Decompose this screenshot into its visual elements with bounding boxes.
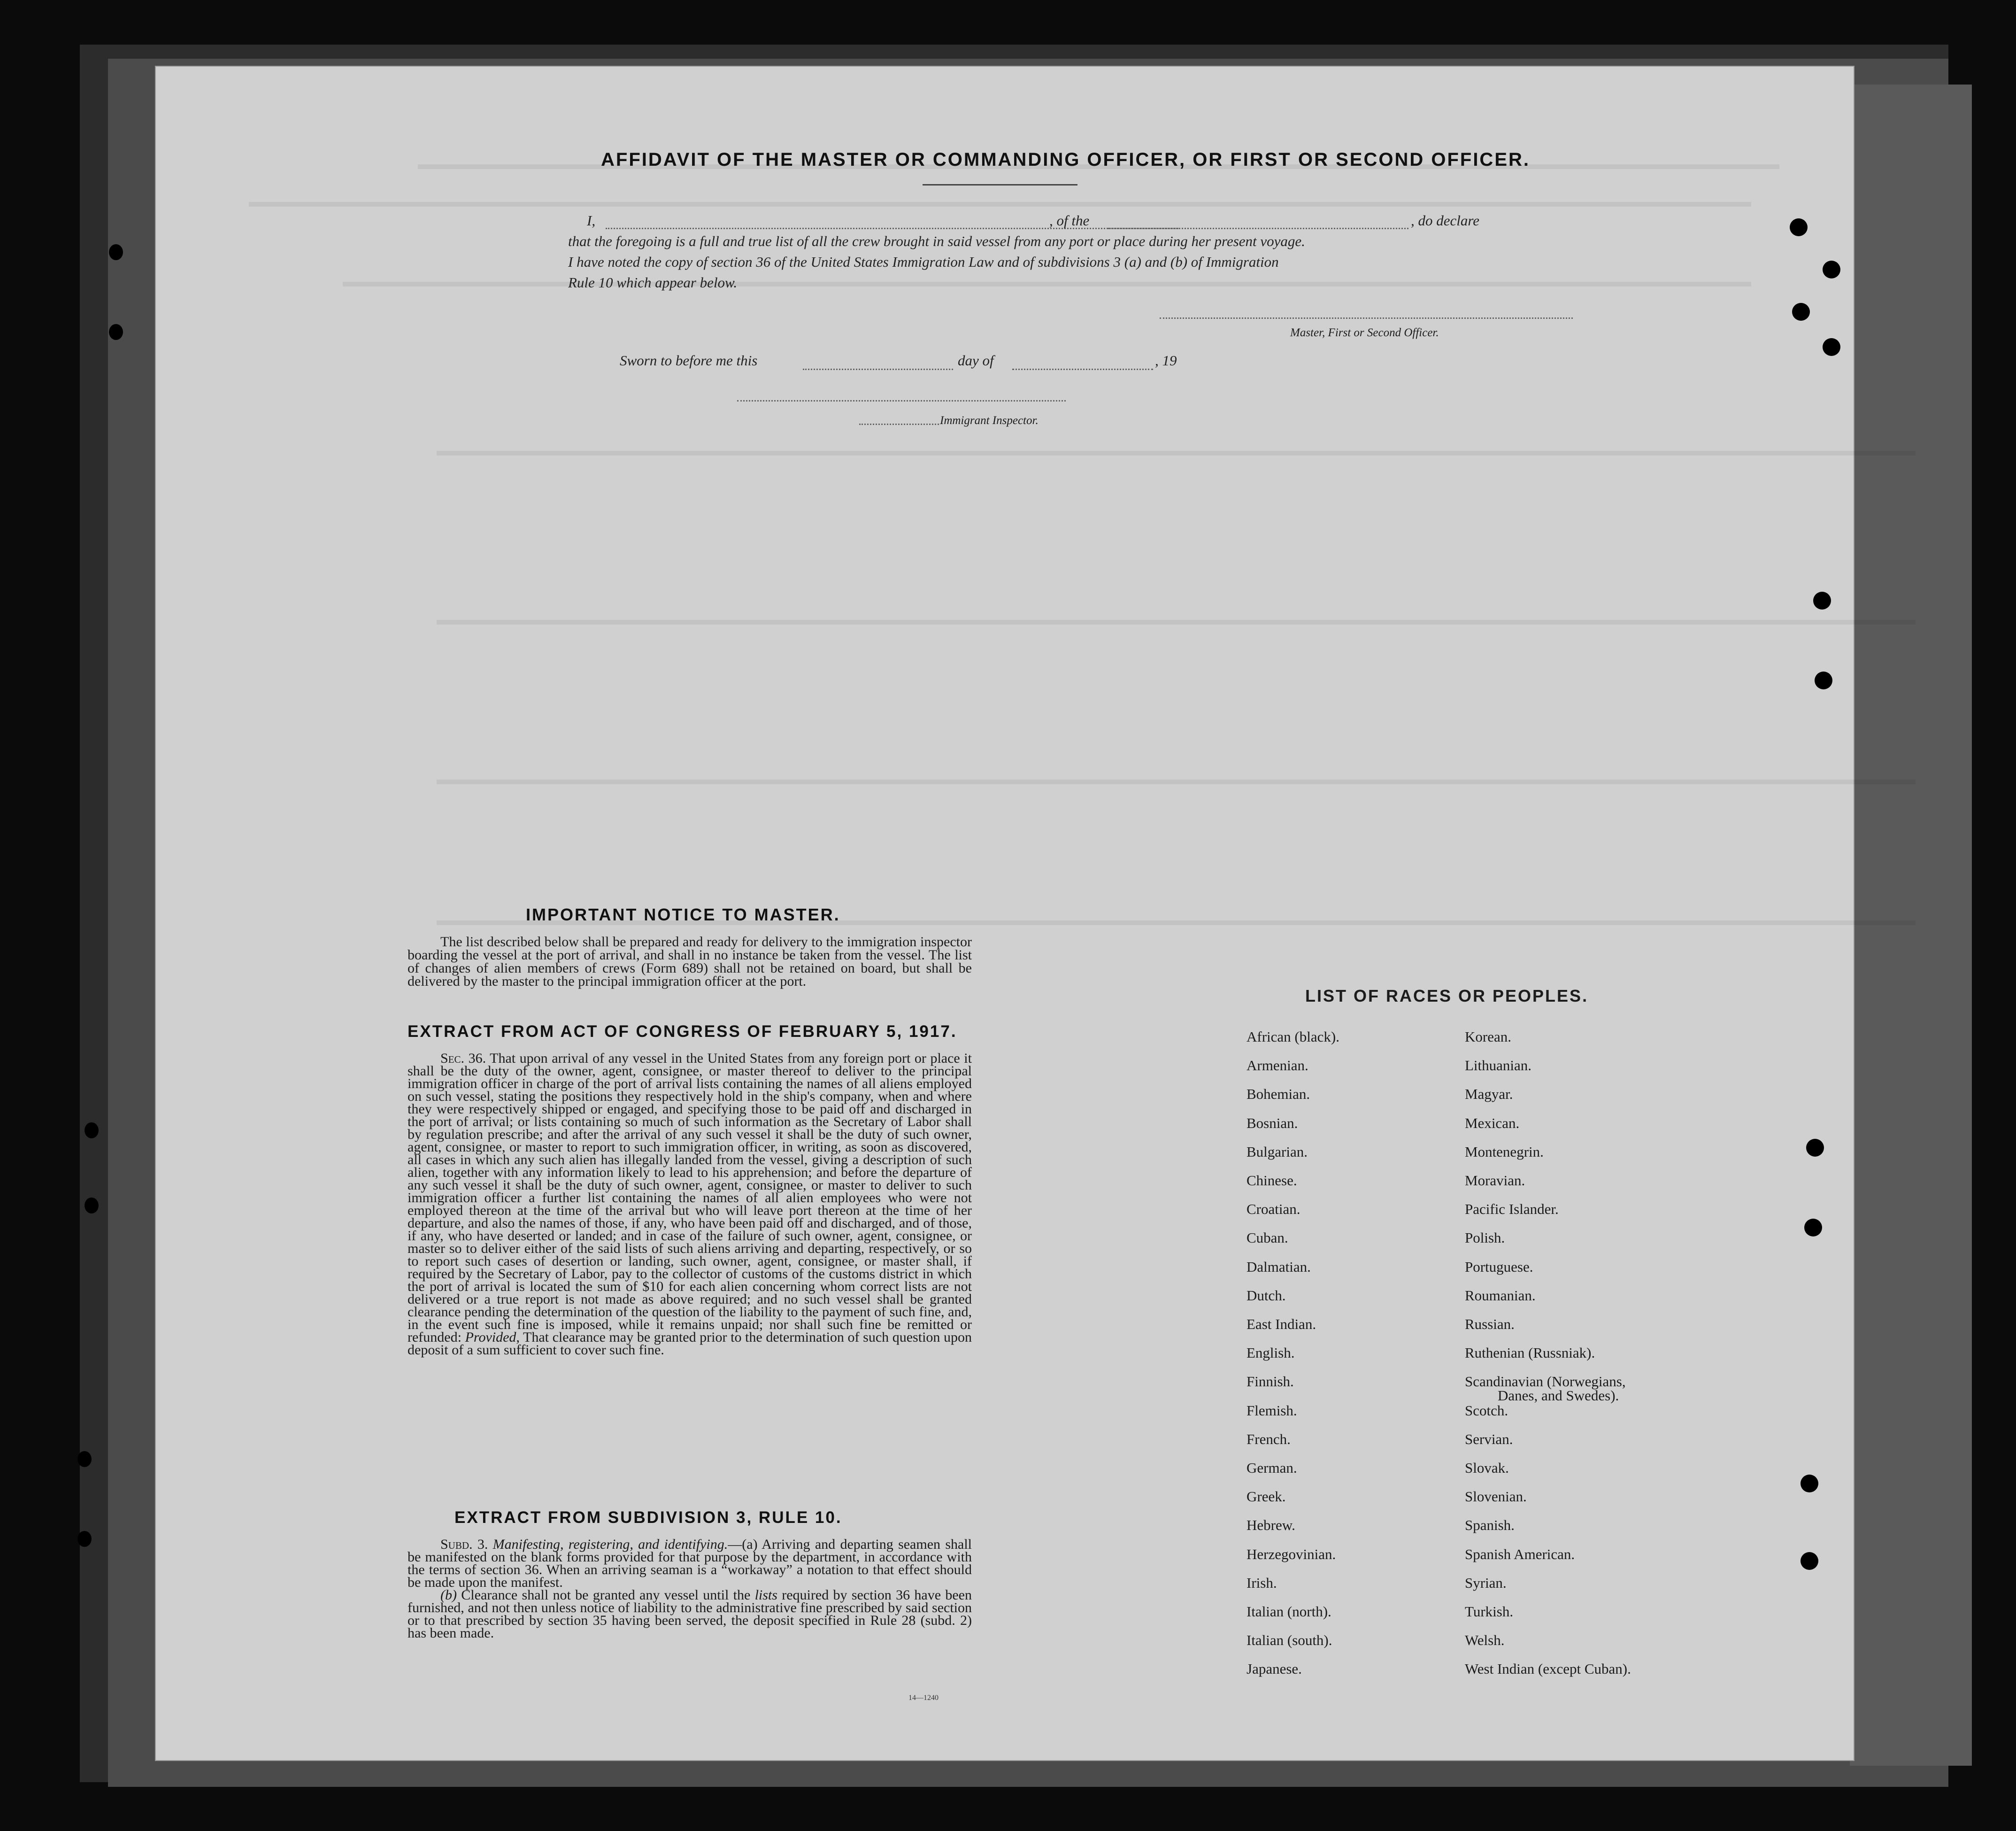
- race-item: Bohemian.: [1247, 1086, 1310, 1103]
- sworn-prefix: Sworn to before me this: [620, 352, 758, 369]
- notice-text: The list described below shall be prepared and ready for delivery to the immigration inspector boarding the vessel at the port of arrival, and shall in no instance be taken from the vessel. The list of changes of alien members of crews (Form 689) shall not be retained on board, but shall be delivered by the master to the principal immigration officer at the port.: [408, 934, 972, 989]
- race-item: Cuban.: [1247, 1229, 1288, 1246]
- subd-label: Subd. 3.: [440, 1537, 488, 1552]
- subd-b-pre: Clearance shall not be granted any vessel until the: [461, 1587, 751, 1603]
- race-item: Magyar.: [1465, 1086, 1513, 1103]
- race-item: Spanish.: [1465, 1517, 1515, 1534]
- race-item: Pacific Islander.: [1465, 1201, 1559, 1218]
- affidavit-do-declare: , do declare: [1411, 212, 1480, 229]
- punch-hole: [1804, 1219, 1822, 1236]
- back-sheet-edge: [1850, 85, 1972, 1766]
- notice-title: IMPORTANT NOTICE TO MASTER.: [526, 905, 840, 924]
- sec36-text: That upon arrival of any vessel in the United States from any foreign port or place it shall be the duty of the owner, agent, consignee, or master thereof to deliver to the principal immigration officer in charge of the port of arrival lists containing the names of all aliens employed on such vessel, stating the positions they respectively hold in the ship's company, when and where they were respectively shipped or engaged, and specifying those to be paid off and discharged in the port of arrival; or lists containing so much of such information as the Secretary of Labor shall by regulation prescribe; and after the arrival of any such vessel it shall be the duty of such owner, agent, consignee, or master to report to such immigration officer, in writing, as soon as discovered, all cases in which any such alien has illegally landed from the vessel, giving a description of such alien, together with any information likely to lead to his apprehension; and before the departure of any such vessel it shall be the duty of such owner, agent, consignee, or master to deliver to such immigration officer a further list containing the names of all alien employees who were not employed thereon at the time of the arrival but who will leave port thereon at the time of her departure, and also the names of those, if any, who have been paid off and discharged, and of those, if any, who have deserted or landed; and in case of the failure of such owner, agent, consignee, or master so to deliver either of the said lists of such aliens arriving and departing, respectively, or so to report such cases of desertion or landing, such owner, agent, consignee, or master shall, if required by the Secretary of Labor, pay to the collector of customs of the customs district in which the port of arrival is located the sum of $10 for each alien concerning whom correct lists are not delivered or a true report is not made as above required; and no such vessel shall be granted clearance pending the determination of the question of the liability to the payment of such fine, and, in the event such fine is imposed, while it remains unpaid; nor shall such fine be remitted or refunded:: [408, 1051, 972, 1345]
- sworn-year: , 19: [1155, 352, 1177, 369]
- race-item: Flemish.: [1247, 1402, 1297, 1419]
- race-item: Slovenian.: [1465, 1488, 1527, 1505]
- race-item: Japanese.: [1247, 1661, 1302, 1677]
- race-item: Italian (north).: [1247, 1603, 1331, 1620]
- race-item: Hebrew.: [1247, 1517, 1295, 1534]
- punch-hole: [77, 1531, 92, 1547]
- provided-word: Provided,: [465, 1329, 520, 1345]
- sec36-text-end: That clearance may be granted prior to the determination of such question upon deposit of a sum sufficient to cover such fine.: [408, 1329, 972, 1358]
- punch-hole: [85, 1122, 99, 1138]
- race-item: West Indian (except Cuban).: [1465, 1661, 1631, 1677]
- punch-hole: [109, 244, 123, 260]
- affidavit-line-3: I have noted the copy of section 36 of the United States Immigration Law and of subdivisions 3 (a) and (b) of Immigration: [568, 254, 1279, 270]
- race-item: Chinese.: [1247, 1172, 1297, 1189]
- race-item: Ruthenian (Russniak).: [1465, 1344, 1595, 1361]
- race-item: French.: [1247, 1430, 1291, 1447]
- affidavit-title: AFFIDAVIT OF THE MASTER OR COMMANDING OFFICER, OR FIRST OR SECOND OFFICER.: [601, 149, 1530, 170]
- subd-para-a: —(a) Arriving and departing seamen shall be manifested on the blank forms provided for that purpose by the department, in accordance with the terms of section 36. When an arriving seaman is a “workaway” a notation to that effect should be made upon the manifest.: [408, 1537, 972, 1590]
- sworn-day-blank: [803, 369, 953, 370]
- punch-hole: [1806, 1139, 1824, 1157]
- race-item: Slovak.: [1465, 1460, 1509, 1476]
- race-item: German.: [1247, 1460, 1297, 1476]
- master-label: Master, First or Second Officer.: [1290, 326, 1439, 339]
- race-item: Portuguese.: [1465, 1258, 1533, 1275]
- race-item: Montenegrin.: [1465, 1143, 1544, 1160]
- race-item: Polish.: [1465, 1229, 1505, 1246]
- title-underline: [923, 184, 1077, 185]
- inspector-label: Immigrant Inspector.: [940, 414, 1039, 427]
- inspector-blank-2: [859, 424, 939, 425]
- subd-b-lists: lists: [754, 1587, 777, 1603]
- name-blank: [606, 228, 1178, 229]
- punch-hole: [77, 1451, 92, 1467]
- punch-hole: [1792, 303, 1810, 321]
- race-item: Welsh.: [1465, 1632, 1505, 1649]
- race-item: Croatian.: [1247, 1201, 1300, 1218]
- extract-rule-body: [408, 1538, 972, 1639]
- race-item: Dalmatian.: [1247, 1258, 1311, 1275]
- race-item: Turkish.: [1465, 1603, 1514, 1620]
- race-item: Dutch.: [1247, 1287, 1286, 1304]
- subd-b-label: (b): [440, 1587, 457, 1603]
- race-item: Bosnian.: [1247, 1114, 1298, 1131]
- affidavit-of-the: , of the: [1049, 212, 1090, 229]
- extract-act-body: [408, 1052, 972, 1356]
- punch-hole: [109, 324, 123, 340]
- race-item: Syrian.: [1465, 1574, 1507, 1591]
- punch-hole: [1801, 1552, 1818, 1570]
- extract-act-title: EXTRACT FROM ACT OF CONGRESS OF FEBRUARY 5, 1917.: [408, 1022, 957, 1041]
- affidavit-i: I,: [587, 212, 596, 229]
- punch-hole: [1813, 592, 1831, 610]
- race-item: African (black).: [1247, 1028, 1339, 1045]
- sec-label: Sec. 36.: [440, 1051, 486, 1066]
- inspector-signature-blank: [737, 400, 1066, 402]
- punch-hole: [1790, 218, 1808, 236]
- document-page: [155, 66, 1854, 1761]
- race-item: Italian (south).: [1247, 1632, 1332, 1649]
- race-item: Herzegovinian.: [1247, 1545, 1336, 1562]
- punch-hole: [1815, 672, 1832, 689]
- notice-body: [408, 935, 972, 988]
- affidavit-line-4: Rule 10 which appear below.: [568, 274, 738, 291]
- race-item: Greek.: [1247, 1488, 1286, 1505]
- race-item: Scandinavian (Norwegians,: [1465, 1373, 1626, 1390]
- punch-hole: [1801, 1475, 1818, 1492]
- sworn-day-of: day of: [958, 352, 994, 369]
- race-item: Finnish.: [1247, 1373, 1294, 1390]
- race-item: English.: [1247, 1344, 1295, 1361]
- punch-hole: [1823, 338, 1840, 356]
- subd-heading: Manifesting, registering, and identifying.: [492, 1537, 728, 1552]
- race-item: Korean.: [1465, 1028, 1511, 1045]
- form-number: 14—1240: [908, 1694, 939, 1702]
- subd-b-post: required by section 36 have been furnished, and not then unless notice of liability to the administrative fine prescribed by said section or to that prescribed by section 35 having been served, the deposit specified in Rule 28 (subd. 2) has been made.: [408, 1587, 972, 1641]
- race-item: Spanish American.: [1465, 1545, 1575, 1562]
- race-item: Russian.: [1465, 1316, 1515, 1332]
- race-item: Armenian.: [1247, 1057, 1308, 1074]
- affidavit-line-2: that the foregoing is a full and true list of all the crew brought in said vessel from any port or place during her present voyage.: [568, 233, 1305, 249]
- race-item: Danes, and Swedes).: [1498, 1387, 1619, 1404]
- bleed-through-background: [155, 66, 1854, 1761]
- race-item: Mexican.: [1465, 1114, 1520, 1131]
- race-item: Lithuanian.: [1465, 1057, 1532, 1074]
- races-title: LIST OF RACES OR PEOPLES.: [1305, 986, 1589, 1005]
- race-item: Servian.: [1465, 1430, 1513, 1447]
- signature-blank: [1160, 317, 1573, 319]
- race-item: Scotch.: [1465, 1402, 1508, 1419]
- extract-rule-title: EXTRACT FROM SUBDIVISION 3, RULE 10.: [454, 1508, 842, 1527]
- sworn-month-blank: [1012, 369, 1153, 370]
- race-item: East Indian.: [1247, 1316, 1316, 1332]
- punch-hole: [1823, 261, 1840, 278]
- race-item: Bulgarian.: [1247, 1143, 1308, 1160]
- race-item: Irish.: [1247, 1574, 1277, 1591]
- vessel-blank: [1108, 228, 1408, 229]
- race-item: Moravian.: [1465, 1172, 1525, 1189]
- punch-hole: [85, 1197, 99, 1213]
- race-item: Roumanian.: [1465, 1287, 1536, 1304]
